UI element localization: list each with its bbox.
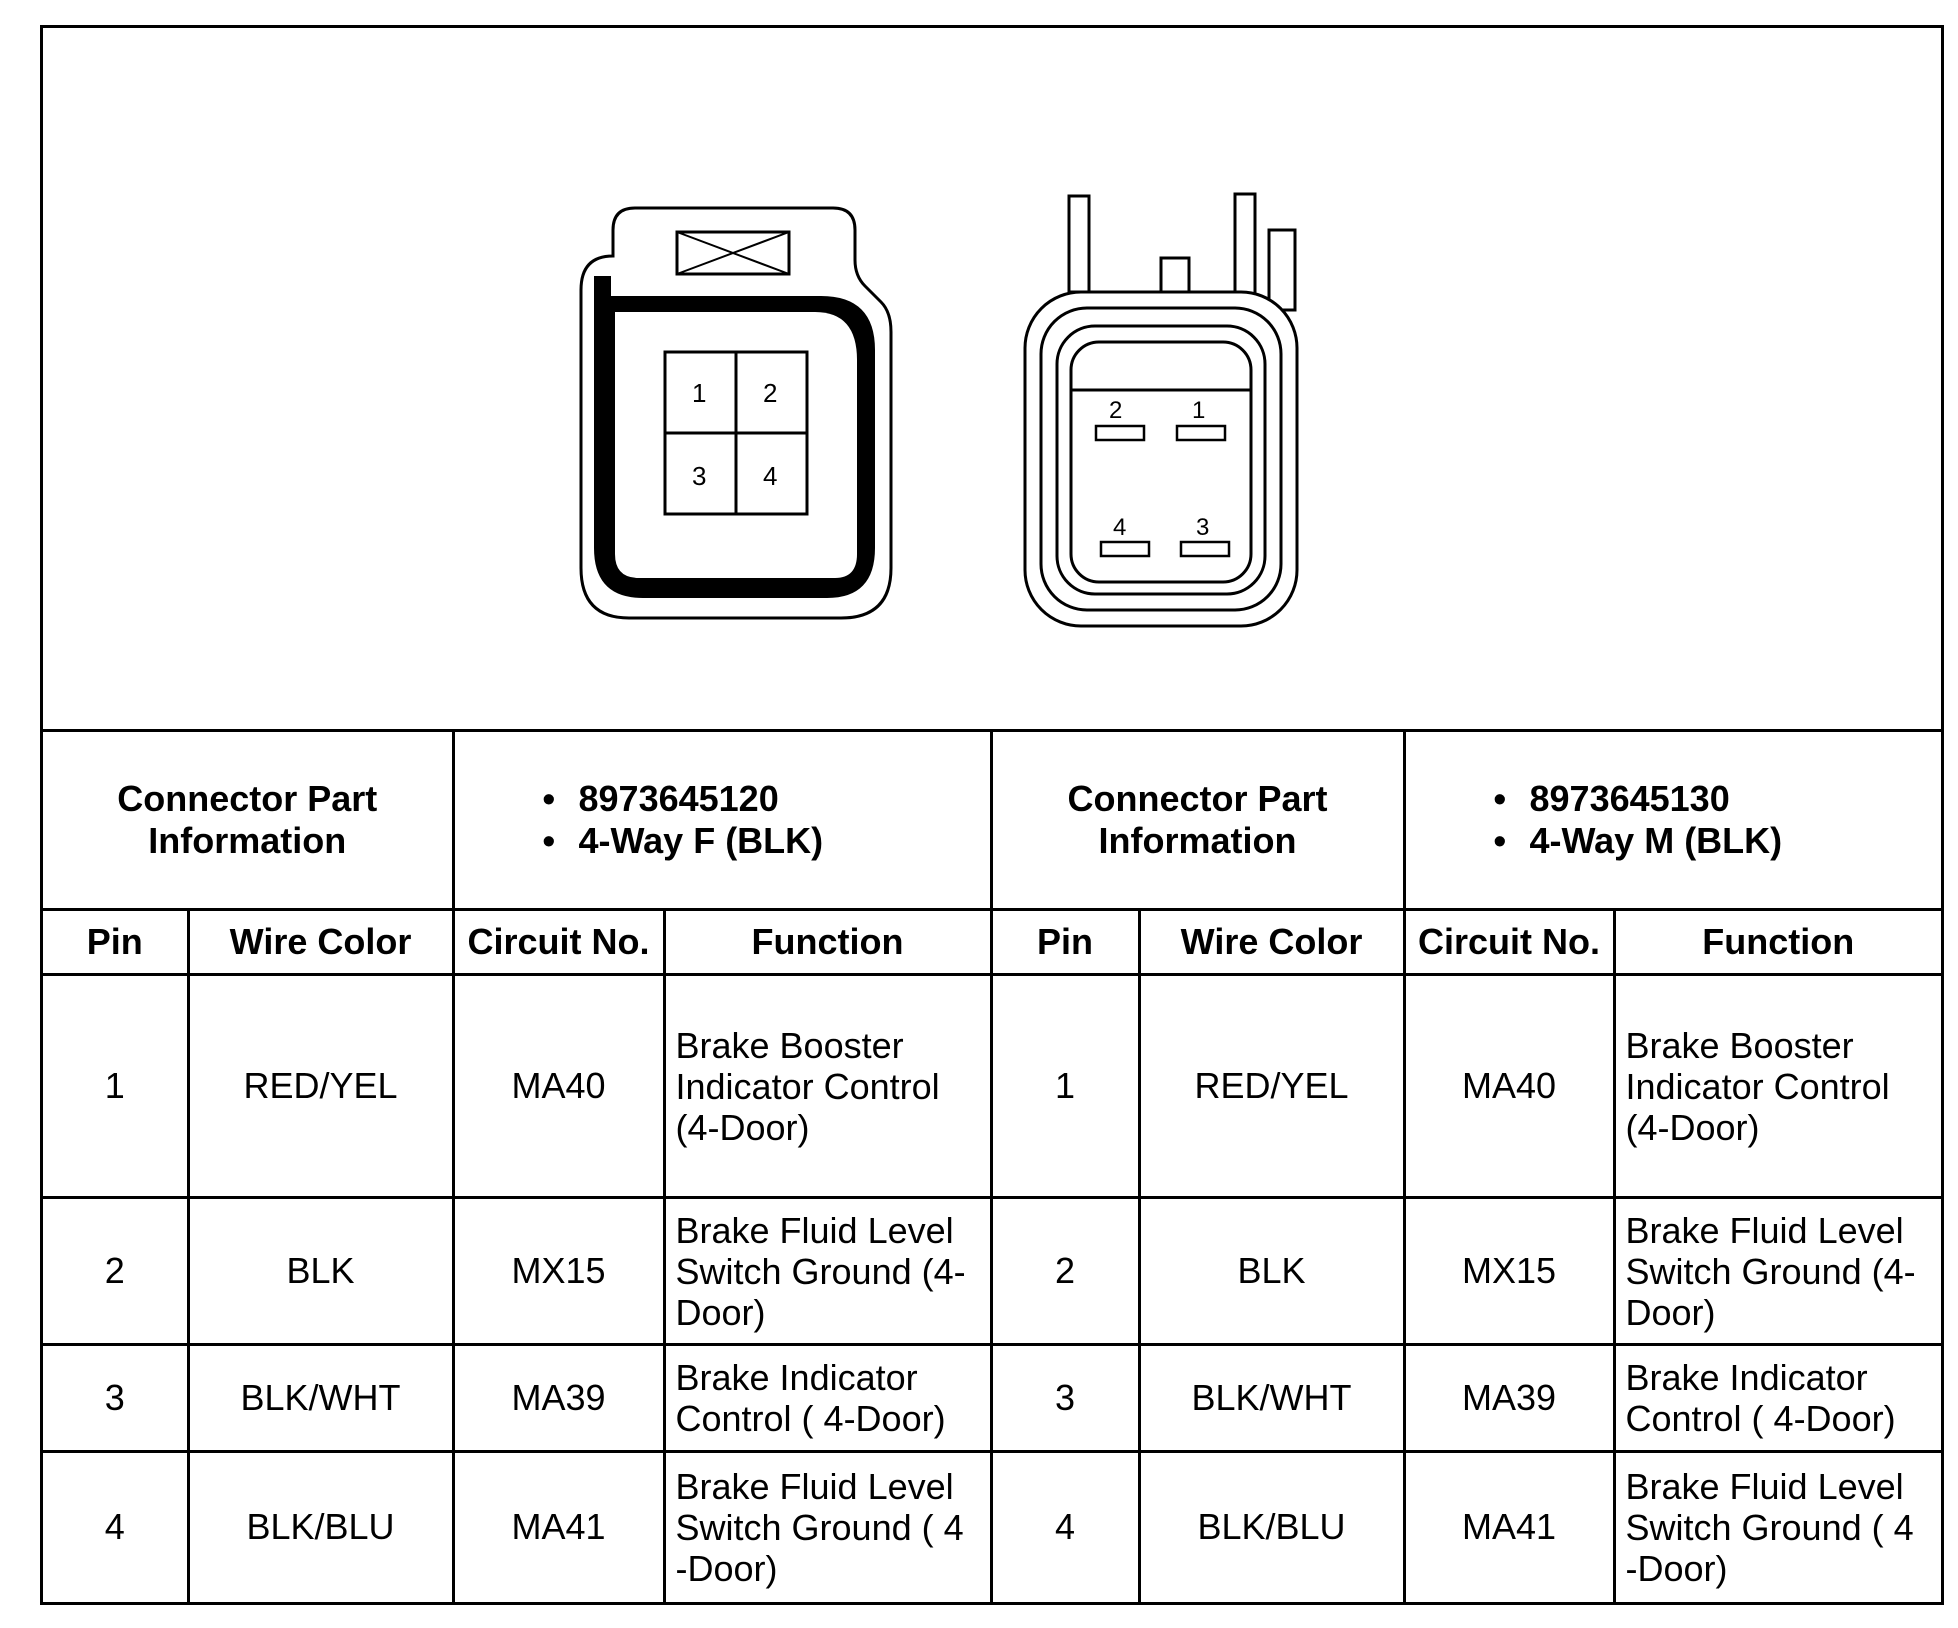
female-pin-3-label: 3: [692, 461, 707, 491]
right-part-label: Connector Part Information: [991, 732, 1404, 909]
male-pin-3-label: 3: [1196, 514, 1210, 541]
right-circuit-cell: MA41: [1404, 1451, 1614, 1602]
left-circuit-cell: MX15: [453, 1198, 664, 1345]
pinout-sheet: [40, 25, 1944, 1605]
left-part-info: [453, 732, 991, 909]
connector-info-row: [43, 732, 1941, 909]
left-part-number: • 8973645120: [543, 778, 990, 820]
left-wire-color-cell: RED/YEL: [188, 974, 453, 1197]
right-function-cell: Brake Booster Indicator Control (4-Door): [1614, 974, 1941, 1197]
right-part-number: • 8973645130: [1494, 778, 1942, 820]
connector-illustration: [43, 28, 1941, 732]
left-wire-color-header: Wire Color: [188, 909, 453, 974]
connector-diagram: [43, 28, 1941, 732]
left-pin-cell: 3: [43, 1345, 188, 1452]
right-function-header: Function: [1614, 909, 1941, 974]
right-pin-cell: 3: [991, 1345, 1139, 1452]
table-row: [43, 974, 1941, 1197]
right-function-cell: Brake Fluid Level Switch Ground (4-Door): [1614, 1198, 1941, 1345]
left-circuit-cell: MA40: [453, 974, 664, 1197]
left-wire-color-cell: BLK/WHT: [188, 1345, 453, 1452]
right-wire-color-cell: BLK/BLU: [1139, 1451, 1404, 1602]
left-pin-cell: 1: [43, 974, 188, 1197]
male-pin-4-label: 4: [1113, 514, 1127, 541]
right-part-type: • 4-Way M (BLK): [1494, 820, 1942, 862]
left-pin-cell: 4: [43, 1451, 188, 1602]
right-circuit-cell: MA39: [1404, 1345, 1614, 1452]
left-wire-color-cell: BLK/BLU: [188, 1451, 453, 1602]
header-row: [43, 909, 1941, 974]
right-wire-color-header: Wire Color: [1139, 909, 1404, 974]
left-function-header: Function: [664, 909, 991, 974]
left-wire-color-cell: BLK: [188, 1198, 453, 1345]
right-pin-header: Pin: [991, 909, 1139, 974]
right-part-info: [1404, 732, 1941, 909]
left-function-cell: Brake Booster Indicator Control (4-Door): [664, 974, 991, 1197]
table-row: [43, 1198, 1941, 1345]
male-pin-2-label: 2: [1109, 397, 1123, 424]
left-part-label: Connector Part Information: [43, 732, 453, 909]
table-row: [43, 1345, 1941, 1452]
right-wire-color-cell: RED/YEL: [1139, 974, 1404, 1197]
female-pin-4-label: 4: [763, 461, 778, 491]
left-circuit-cell: MA41: [453, 1451, 664, 1602]
left-function-cell: Brake Fluid Level Switch Ground ( 4 -Door): [664, 1451, 991, 1602]
left-circuit-cell: MA39: [453, 1345, 664, 1452]
right-wire-color-cell: BLK/WHT: [1139, 1345, 1404, 1452]
right-pin-cell: 4: [991, 1451, 1139, 1602]
left-part-type: • 4-Way F (BLK): [543, 820, 990, 862]
right-pin-cell: 1: [991, 974, 1139, 1197]
male-connector-icon: [1025, 194, 1297, 626]
table-row: [43, 1451, 1941, 1602]
right-function-cell: Brake Indicator Control ( 4-Door): [1614, 1345, 1941, 1452]
female-pin-1-label: 1: [692, 378, 707, 408]
left-function-cell: Brake Indicator Control ( 4-Door): [664, 1345, 991, 1452]
right-pin-cell: 2: [991, 1198, 1139, 1345]
right-circuit-cell: MX15: [1404, 1198, 1614, 1345]
male-pin-1-label: 1: [1192, 397, 1206, 424]
right-function-cell: Brake Fluid Level Switch Ground ( 4 -Door): [1614, 1451, 1941, 1602]
left-circuit-header: Circuit No.: [453, 909, 664, 974]
right-wire-color-cell: BLK: [1139, 1198, 1404, 1345]
right-circuit-header: Circuit No.: [1404, 909, 1614, 974]
left-pin-header: Pin: [43, 909, 188, 974]
pinout-table: [43, 732, 1941, 1602]
female-connector-icon: [581, 208, 891, 618]
left-pin-cell: 2: [43, 1198, 188, 1345]
female-pin-2-label: 2: [763, 378, 778, 408]
left-function-cell: Brake Fluid Level Switch Ground (4-Door): [664, 1198, 991, 1345]
right-circuit-cell: MA40: [1404, 974, 1614, 1197]
